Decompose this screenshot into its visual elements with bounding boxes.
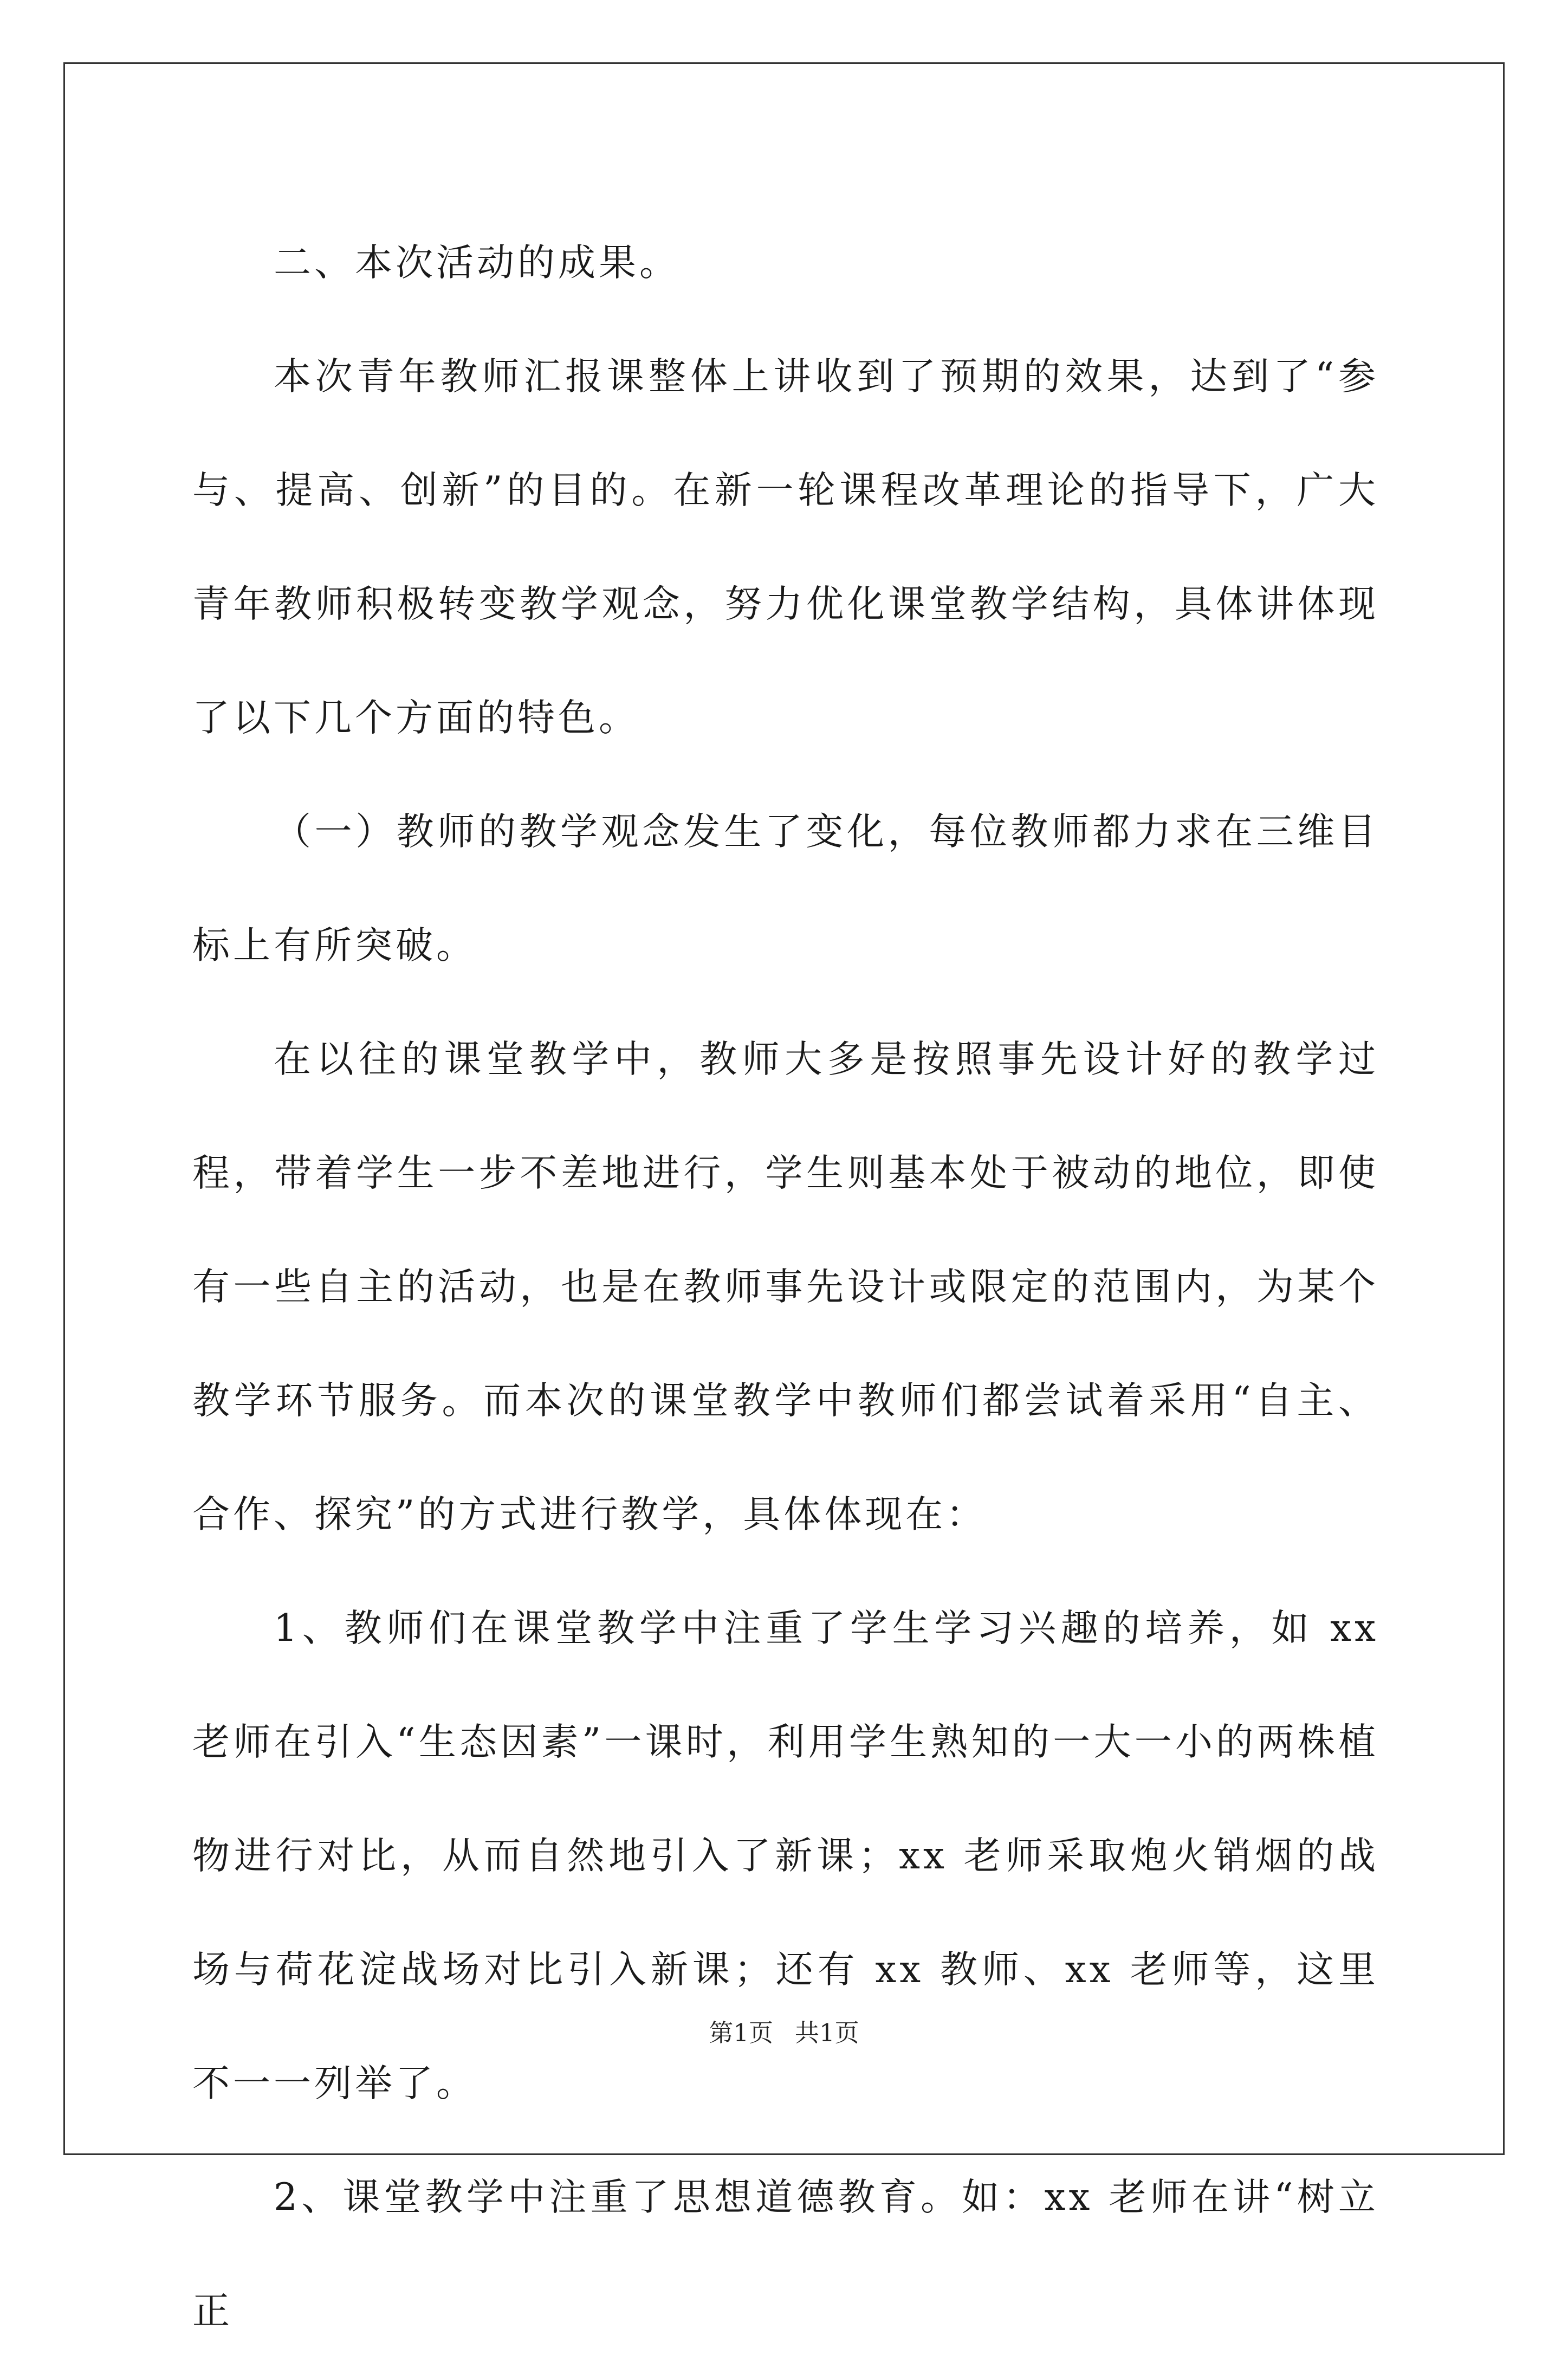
paragraph-classroom: 在以往的课堂教学中，教师大多是按照事先设计好的教学过程，带着学生一步不差地进行，学生则基本处于被动的地位，即使有一些自主的活动，也是在教师事先设计或限定的范围内，为某个教学环节服务。而本次的课堂教学中教师们都尝试着采用“自主、合作、探究”的方式进行教学，具体体现在：	[192, 1038, 1379, 1536]
page-footer	[0, 2017, 1568, 2049]
page-total: 共1页	[795, 2018, 859, 2047]
list-item-1: 1、教师们在课堂教学中注重了学生学习兴趣的培养，如 xx 老师在引入“生态因素”一课时，利用学生熟知的一大一小的两株植物进行对比，从而自然地引入了新课；xx 老师采取炮火销烟的战场与荷花淀战场对比引入新课；还有 xx 教师、xx 老师等，这里不一一列举了。	[192, 1607, 1379, 2105]
list-item-2: 2、课堂教学中注重了思想道德教育。如：xx 老师在讲“树立正	[192, 2176, 1379, 2333]
subsection-heading: （一）教师的教学观念发生了变化，每位教师都力求在三维目标上有所突破。	[192, 810, 1379, 967]
section-heading: 二、本次活动的成果。	[274, 241, 680, 284]
paragraph-overview: 本次青年教师汇报课整体上讲收到了预期的效果，达到了“参与、提高、创新”的目的。在新一轮课程改革理论的指导下，广大青年教师积极转变教学观念，努力优化课堂教学结构，具体讲体现了以下几个方面的特色。	[192, 355, 1379, 740]
page-number: 第1页	[709, 2018, 773, 2047]
